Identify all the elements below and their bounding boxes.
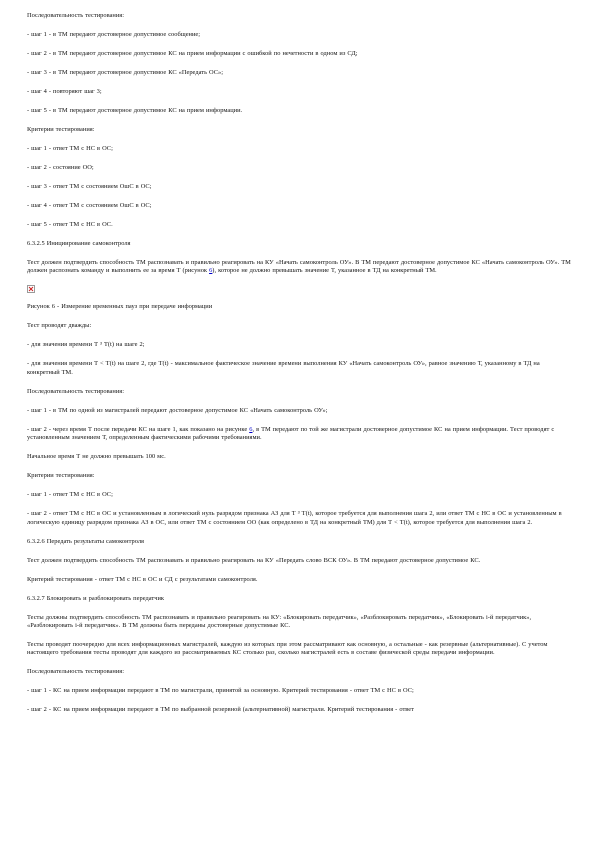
list-item: - шаг 4 - повторяют шаг 3; [27,88,102,95]
list-item: - шаг 2 - состояние ОО; [27,164,94,171]
list-item [27,426,572,443]
paragraph-text: Тест должен подтвердить способность ТМ распознавать и правильно реагировать на КУ «Начать самоконтроль ОУ». В ТМ передают достоверное допустимое КС «Начать самоконтроль ОУ». ТМ должен распознать команду и выполнить ее за время Т (рисунок [27,259,571,275]
broken-image-icon [27,285,35,293]
figure-link[interactable]: 6 [209,267,213,275]
list-item: - шаг 2 - в ТМ передают достоверное допустимое КС на прием информации с ошибкой по нечетности в одном из СД; [27,50,358,57]
section-heading: 6.3.2.7 Блокировать и разблокировать передатчик [27,594,165,602]
paragraph: Последовательность тестирования: [27,12,125,19]
section-heading: 6.3.2.5 Инициирование самоконтроля [27,240,131,247]
paragraph: Тесты проводят поочередно для всех информационных магистралей, каждую из которых при этом рассматривают как основную, а остальные - как резервные (альтернативные). С учетом настоящего требования тесты проводят для каждого из рассматриваемых КС столько раз, сколько магистралей есть в составе физической среды передачи информации. [27,641,548,657]
paragraph: Критерии тестирования: [27,472,95,480]
list-item: - шаг 1 - ответ ТМ с НС в ОС; [27,145,113,152]
list-item: - шаг 1 - в ТМ передают достоверное допустимое сообщение; [27,31,201,38]
list-item: - шаг 2 - ответ ТМ с НС в ОС и установленным в логический нуль разрядом признака АЗ для Т ³ Т(t), которое требуется для выполнения шага 2, или ответ ТМ с НС в ОС и установленным в логическую единицу разрядом признака АЗ в ОС, или ответ ТМ с состоянием ОО (как определено в ТД на конкретный ТМ) для Т < Т(t), которое требуется для выполнения шага 2. [27,510,562,526]
list-item: - шаг 1 - КС на прием информации передают в ТМ по магистрали, принятой за основную. Критерий тестирования - ответ ТМ с НС в ОС; [27,687,414,695]
list-item: - шаг 4 - ответ ТМ с состоянием ОшС в ОС; [27,202,152,209]
list-item: - шаг 3 - ответ ТМ с состоянием ОшС в ОС; [27,183,152,190]
figure-link[interactable]: 6 [249,425,253,433]
paragraph [27,259,572,276]
paragraph-text: ), которое не должно превышать значение Т, указанное в ТД на конкретный ТМ. [212,267,437,275]
list-item: - шаг 3 - в ТМ передают достоверное допустимое КС «Передать ОС»; [27,69,224,76]
list-item: - шаг 5 - ответ ТМ с НС в ОС. [27,221,113,228]
paragraph: Тесты должны подтвердить способность ТМ распознавать и правильно реагировать на КУ: «Блокировать передатчик», «Разблокировать передатчик», «Блокировать i-й передатчик», «Разблокировать i-й передатчик». В ТМ должны быть переданы достоверные допустимые КС. [27,613,532,630]
paragraph: Начальное время Т не должно превышать 100 мс. [27,453,166,461]
figure-caption: Рисунок 6 - Измерение временных пауз при передаче информации [27,303,213,311]
paragraph: Последовательность тестирования: [27,668,125,676]
paragraph: Критерии тестирования: [27,126,95,133]
list-item: - шаг 5 - в ТМ передают достоверное допустимое КС на прием информации. [27,107,243,114]
list-item: - шаг 1 - в ТМ по одной из магистралей передают достоверное допустимое КС «Начать самоконтроль ОУ»; [27,406,328,414]
paragraph: Последовательность тестирования: [27,387,125,395]
document-page [27,12,572,715]
list-item: - шаг 2 - КС на прием информации передают в ТМ по выбранной резервной (альтернативной) магистрали. Критерий тестирования - ответ [27,706,414,714]
section-heading: 6.3.2.6 Передать результаты самоконтроля [27,537,144,545]
paragraph-text: , в ТМ передают по той же магистрали достоверное допустимое КС на прием информации. Тест проводят с установленным значением Т, определенным фактическими рабочими требованиями. [27,425,555,442]
paragraph: Тест проводят дважды: [27,322,92,330]
paragraph-text: - шаг 2 - через время Т после передачи КС на шаге 1, как показано на рисунке [27,425,250,433]
list-item: - для значения времени Т < Т(t) на шаге 2, где Т(t) - максимальное фактическое значение времени выполнения КУ «Начать самоконтроль ОУ», равное значению Т, указанному в ТД на конкретный ТМ. [27,360,540,376]
list-item: - для значения времени Т ³ Т(t) на шаге 2; [27,341,145,349]
list-item: - шаг 1 - ответ ТМ с НС в ОС; [27,491,113,499]
paragraph: Критерий тестирования - ответ ТМ с НС в ОС и СД с результатами самоконтроля. [27,575,258,583]
paragraph: Тест должен подтвердить способность ТМ распознавать и правильно реагировать на КУ «Передать слово ВСК ОУ». В ТМ передают достоверное допустимое КС. [27,556,481,564]
